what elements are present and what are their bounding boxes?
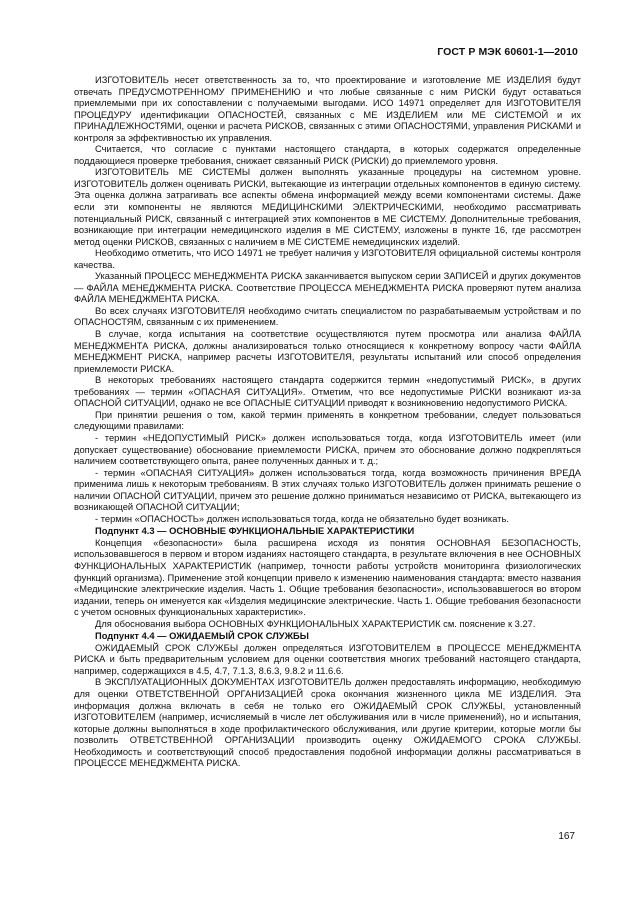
paragraph: Указанный ПРОЦЕСС МЕНЕДЖМЕНТА РИСКА заканчивается выпуском серии ЗАПИСЕЙ и других документов — ФАЙЛА МЕНЕДЖМЕНТА РИСКА. Соответствие ПРОЦЕССА МЕНЕДЖМЕНТА РИСКА проверяют путем анализа ФАЙЛА МЕНЕДЖМЕНТА РИСКА. <box>74 271 581 305</box>
paragraph: ИЗГОТОВИТЕЛЬ несет ответственность за то, что проектирование и изготовление МЕ ИЗДЕЛИЯ будут отвечать ПРЕДУСМОТРЕННОМУ ПРИМЕНЕНИЮ и что любые связанные с ним РИСКИ будут оставаться приемлемыми при их сопоставлении с получаемыми выгодами. ИСО 14971 определяет для ИЗГОТОВИТЕЛЯ ПРОЦЕДУРУ идентификации ОПАСНОСТЕЙ, связанных с МЕ ИЗДЕЛИЕМ или МЕ СИСТЕМОЙ и их ПРИНАДЛЕЖНОСТЯМИ, оценки и расчета РИСКОВ, связанных с этими ОПАСНОСТЯМИ, управления РИСКАМИ и контроля за эффективностью их управления. <box>74 75 581 143</box>
section-heading: Подпункт 4.3 — ОСНОВНЫЕ ФУНКЦИОНАЛЬНЫЕ ХАРАКТЕРИСТИКИ <box>95 526 415 537</box>
paragraph: При принятии решения о том, какой термин применять в конкретном требовании, следует пользоваться следующими правилами: <box>74 409 581 432</box>
paragraph: ОЖИДАЕМЫЙ СРОК СЛУЖБЫ должен определяться ИЗГОТОВИТЕЛЕМ в ПРОЦЕССЕ МЕНЕДЖМЕНТА РИСКА и быть предварительным условием для оценки соответствия многих требований настоящего стандарта, например, содержащихся в 4.5, 4.7, 7.1.3, 8.6.3, 9.8.2 и 11.6.6. <box>74 642 581 676</box>
paragraph: Концепция «безопасности» была расширена исходя из понятия ОСНОВНАЯ БЕЗОПАСНОСТЬ, использовавшегося в первом и втором изданиях настоящего стандарта, в результате включения в нее ОСНОВНЫХ ФУНКЦИОНАЛЬНЫХ ХАРАКТЕРИСТИК (например, точности работы устройств мониторинга физиологических функций организма). Применение этой концепции привело к изменению наименования стандарта: вместо названия «Медицинские электрические изделия. Часть 1. Общие требования безопасности», использовавшегося во втором издании, теперь он именуется как «Изделия медицинские электрические. Часть 1. Общие требования безопасности с учетом основных функциональных характеристик». <box>74 537 581 618</box>
section-heading: Подпункт 4.4 — ОЖИДАЕМЫЙ СРОК СЛУЖБЫ <box>95 631 309 642</box>
list-item: - термин «НЕДОПУСТИМЫЙ РИСК» должен использоваться тогда, когда ИЗГОТОВИТЕЛЬ имеет (или допускает существование) обоснование приемлемости РИСКА, причем это обоснование должно подкрепляться наличием соответствующего опыта, ранее полученных данных и т. д.; <box>74 432 581 467</box>
paragraph: В случае, когда испытания на соответствие осуществляются путем просмотра или анализа ФАЙЛА МЕНЕДЖМЕНТА РИСКА, должны анализироваться только относящиеся к конкретному вопросу части ФАЙЛА МЕНЕДЖМЕНТ РИСКА, например расчеты ИЗГОТОВИТЕЛЯ, результаты испытаний или способ определения приемлемости РИСКА. <box>74 329 581 374</box>
paragraph: ИЗГОТОВИТЕЛЬ МЕ СИСТЕМЫ должен выполнять указанные процедуры на системном уровне. ИЗГОТОВИТЕЛЬ должен оценивать РИСКИ, вытекающие из интеграции отдельных компонентов в единую систему. Эта оценка должна затрагивать все аспекты обмена информацией между всеми компонентами системы. Даже если эти компоненты не являются МЕДИЦИНСКИМИ ЭЛЕКТРИЧЕСКИМИ, необходимо рассматривать потенциальный РИСК, связанный с интеграцией этих компонентов в МЕ СИСТЕМУ. Дополнительные требования, возникающие при интеграции немедицинского изделия в МЕ СИСТЕМУ, изложены в пункте 16, где рассмотрен метод оценки РИСКОВ, связанных с наличием в МЕ СИСТЕМЕ немедицинских изделий. <box>74 167 581 247</box>
paragraph: Необходимо отметить, что ИСО 14971 не требует наличия у ИЗГОТОВИТЕЛЯ официальной системы контроля качества. <box>74 248 581 270</box>
list-item: - термин «ОПАСНОСТЬ» должен использоваться тогда, когда не обязательно будет возникать. <box>95 513 509 524</box>
list-item: - термин «ОПАСНАЯ СИТУАЦИЯ» должен использоваться тогда, когда возможность причинения ВРЕДА применима лишь к некоторым требованиям. В этих случаях только ИЗГОТОВИТЕЛЬ должен принимать решение о наличии ОПАСНОЙ СИТУАЦИИ, причем это решение должно приниматься независимо от РИСКА, вытекающего из возникающей ОПАСНОЙ СИТУАЦИИ; <box>74 467 581 513</box>
standard-header: ГОСТ Р МЭК 60601-1—2010 <box>437 46 578 58</box>
page-number: 167 <box>558 831 575 842</box>
paragraph: В некоторых требованиях настоящего стандарта содержится термин «недопустимый РИСК», в других требованиях — термин «ОПАСНАЯ СИТУАЦИЯ». Отметим, что все недопустимые РИСКИ возникают из-за ОПАСНОЙ СИТУАЦИИ, однако не все ОПАСНЫЕ СИТУАЦИИ приводят к возникновению недопустимого РИСКА. <box>74 375 581 409</box>
paragraph: Во всех случаях ИЗГОТОВИТЕЛЯ необходимо считать специалистом по разрабатываемым устройствам и по ОПАСНОСТЯМ, связанным с их применением. <box>74 305 581 328</box>
paragraph: Для обоснования выбора ОСНОВНЫХ ФУНКЦИОНАЛЬНЫХ ХАРАКТЕРИСТИК см. пояснение к 3.27. <box>95 618 536 629</box>
document-body <box>74 75 581 770</box>
paragraph: Считается, что согласие с пунктами настоящего стандарта, в которых содержатся определенные поддающиеся проверке требования, снижает связанный РИСК (РИСКИ) до приемлемого уровня. <box>74 144 581 166</box>
paragraph: В ЭКСПЛУАТАЦИОННЫХ ДОКУМЕНТАХ ИЗГОТОВИТЕЛЬ должен предоставлять информацию, необходимую для оценки ОТВЕТСТВЕННОЙ ОРГАНИЗАЦИЕЙ срока окончания жизненного цикла МЕ ИЗДЕЛИЯ. Эта информация должна включать в себя не только его ОЖИДАЕМЫЙ СРОК СЛУЖБЫ, установленный ИЗГОТОВИТЕЛЕМ (например, исчисляемый в числе лет обслуживания или в числе применений), но и испытания, которые должны выполняться в ходе профилактического обслуживания, или другие критерии, которые могли бы позволить ОТВЕТСТВЕННОЙ ОРГАНИЗАЦИИ производить оценку ОЖИДАЕМОГО СРОКА СЛУЖБЫ. Необходимость и соответствующий способ предоставления подобной информации должны рассматриваться в ПРОЦЕССЕ МЕНЕДЖМЕНТА РИСКА. <box>74 677 581 769</box>
